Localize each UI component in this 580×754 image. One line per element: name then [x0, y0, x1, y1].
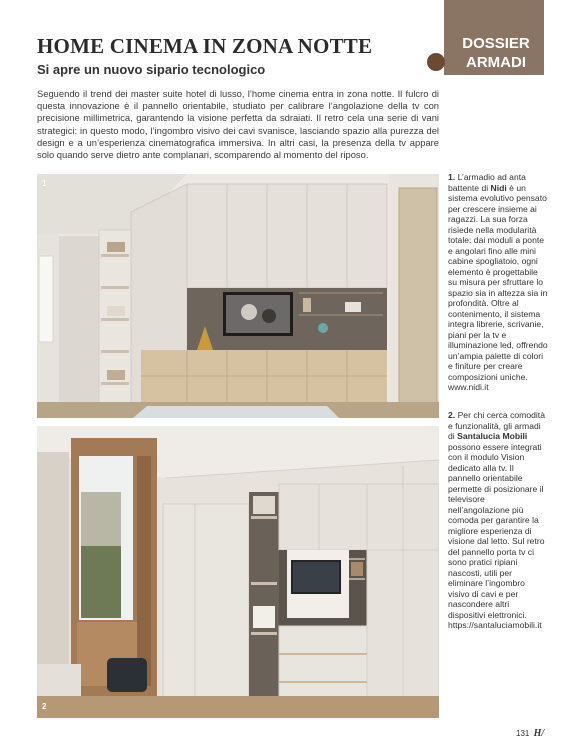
caption-2-post: possono essere integrati con il modulo Vision dedicato alla tv. Il pannello orientabile permette di posizionare il televisore nell’angolazione più comoda per garantire la migliore esperienza di visione dal letto. Sul retro del pannello porta tv ci sono pratici ripiani nascosti, utili per eliminare l’ingombro visivo di cavi e per nascondere altri dispositivi elettronici. https://santaluciamobili.it	[448, 441, 545, 630]
caption-2-pre: Per chi cerca comodità e funzionalità, gli armadi di	[448, 410, 545, 441]
magazine-logo: H/	[533, 728, 545, 739]
caption-2	[448, 410, 548, 631]
caption-1-pre: L’armadio ad anta battente di	[448, 172, 526, 193]
article-intro: Seguendo il trend dei master suite hotel di lusso, l’home cinema entra in zona notte. Il fulcro di questa innovazione è il pannello orientabile, studiato per calibrare l’angolazione della tv con precisione millimetrica, garantendo la visione perfetta da sdraiati. Il retro cela una serie di vani strategici: in questo modo, l’ingombro visivo dei cavi svanisce, lasciando spazio alla purezza del design e a un’esperienza cinematografica immersiva. In altri casi, la presenza della tv appare solo quando serve dietro ante complanari, scomparendo al momento del riposo.	[37, 88, 439, 161]
photo-1	[37, 174, 439, 418]
caption-1-brand: Nidi	[490, 182, 507, 193]
article-subtitle: Si apre un nuovo sipario tecnologico	[37, 62, 266, 77]
article-title: HOME CINEMA IN ZONA NOTTE	[37, 34, 373, 58]
section-tag-line1: DOSSIER	[462, 35, 530, 52]
wardrobe-photo-nidi-icon	[37, 174, 439, 418]
section-tag-line2: ARMADI	[466, 54, 526, 71]
caption-1	[448, 172, 548, 393]
page-number: 131	[516, 729, 530, 738]
caption-2-number: 2.	[448, 410, 456, 420]
photo-2-number: 2	[42, 702, 47, 711]
page-folio	[516, 728, 544, 739]
caption-1-post: è un sistema evolutivo pensato per crescere insieme ai ragazzi. La sua forza risiede nella modularità totale: dai moduli a ponte e angolari fino alle mini cabine spogliatoio, ogni elemento è progettabile su misura per sfruttare lo spazio sia in altezza sia in profondità. Oltre al contenimento, il sistema integra librerie, scrivanie, piani per la tv e illuminazione led, offrendo un’ampia palette di colori e finiture per creare composizioni uniche. www.nidi.it	[448, 182, 548, 392]
photo-1-number: 1	[42, 179, 47, 188]
caption-2-brand: Santalucia Mobili	[457, 431, 528, 441]
section-tag-dot	[427, 53, 445, 71]
wardrobe-photo-santalucia-icon	[37, 426, 439, 718]
photo-2	[37, 426, 439, 718]
section-tag	[452, 34, 540, 72]
caption-1-number: 1.	[448, 172, 456, 182]
